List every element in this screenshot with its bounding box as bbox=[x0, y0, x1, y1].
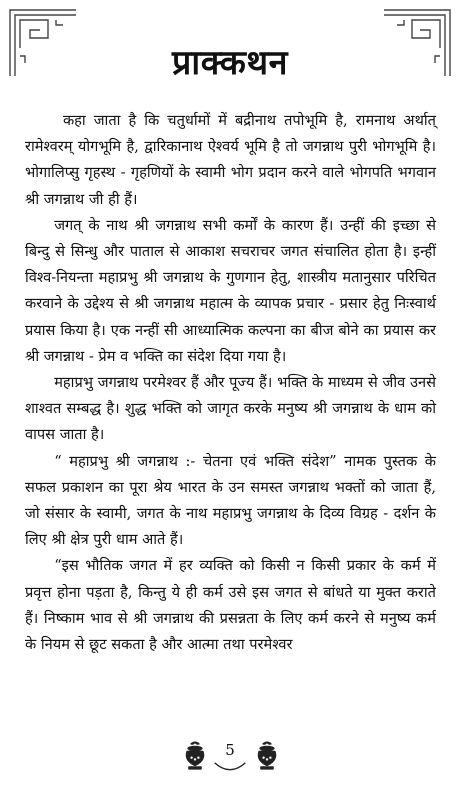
paragraph-5: “इस भौतिक जगत में हर व्यक्ति को किसी न किसी प्रकार के कर्म में प्रवृत्त होना पड़ता है, किन्तु ये ही कर्म उसे इस जगत से बांधते या मुक्त कराते हैं। निष्काम भाव से श्री जगन्नाथ की प्रसन्नता के लिए कर्म करने से मनुष्य कर्म के नियम से छूट सकता है और आत्मा तथा परमेश्वर bbox=[25, 557, 436, 654]
kalash-left-icon bbox=[178, 739, 212, 773]
paragraph-4: “ महाप्रभु श्री जगन्नाथ :- चेतना एवं भक्ति संदेश” नामक पुस्तक के सफल प्रकाशन का पूरा श्रेय भारत के उन समस्त जगन्नाथ भक्तों को जाता हैं, जो संसार के स्वामी, जगत के नाथ महाप्रभु जगन्नाथ के दिव्य विग्रह - दर्शन के लिए श्री क्षेत्र पुरी धाम आते हैं। bbox=[25, 452, 436, 549]
paragraph-1: कहा जाता है कि चतुर्धामों में बद्रीनाथ तपोभूमि है, रामनाथ अर्थात् रामेश्वरम् योगभूमि है, द्वारिकानाथ ऐश्वर्य भूमि है तो जगन्नाथ पुरी भोगभूमि है। भोगालिप्सु गृहस्थ - गृहणियों के स्वामी भोग प्रदान करने वाले भोगपति भगवान श्री जगन्नाथ जी ही हैं। bbox=[25, 112, 436, 208]
page-footer bbox=[0, 737, 460, 779]
page-title: प्राक्कथन bbox=[172, 43, 288, 83]
page-number: 5 bbox=[225, 741, 235, 759]
footer-arc-icon bbox=[213, 761, 247, 775]
kalash-right-icon bbox=[250, 739, 284, 773]
paragraph-2: जगत् के नाथ श्री जगन्नाथ सभी कर्मों के कारण हैं। उन्हीं की इच्छा से बिन्दु से सिन्धु और पाताल से आकाश सचराचर जगत संचालित होता है। इन्हीं विश्व-नियन्ता महाप्रभु श्री जगन्नाथ के गुणगान हेतु, शास्त्रीय मतानुसार परिचित करवाने के उद्देश्य से श्री जगन्नाथ महात्म के व्यापक प्रचार - प्रसार हेतु निःस्वार्थ प्रयास किया है। एक नन्हीं सी आध्यात्मिक कल्पना का बीज बोने का प्रयास कर श्री जगन्नाथ - प्रेम व भक्ति का संदेश दिया गया है। bbox=[25, 216, 436, 365]
preface-text bbox=[25, 108, 436, 658]
paragraph-3: महाप्रभु जगन्नाथ परमेश्वर हैं और पूज्य हैं। भक्ति के माध्यम से जीव उनसे शाश्वत सम्बद्ध है। शुद्ध भक्ति को जागृत करके मनुष्य श्री जगन्नाथ के धाम को वापस जाता है। bbox=[25, 374, 436, 444]
